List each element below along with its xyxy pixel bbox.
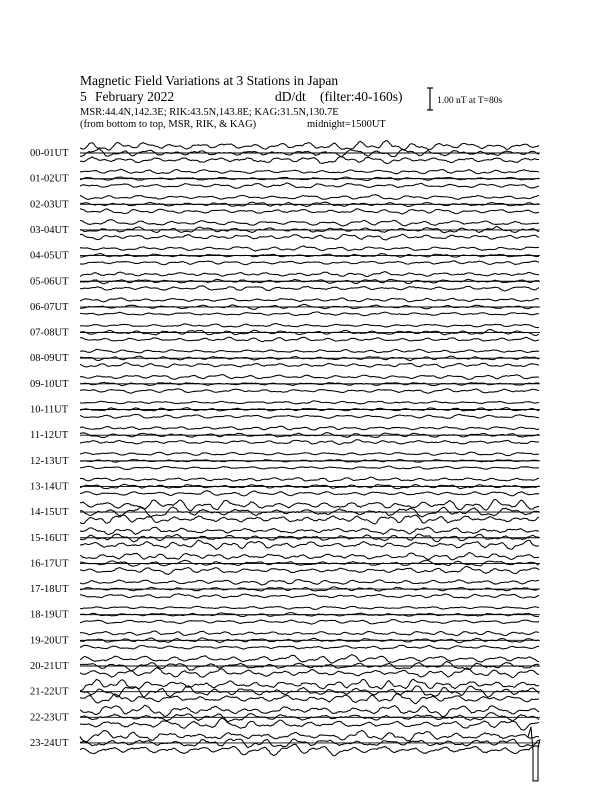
trace-msr bbox=[80, 693, 539, 704]
trace-row-13-14ut bbox=[30, 477, 540, 496]
row-label: 18-19UT bbox=[30, 609, 69, 621]
trace-kag bbox=[80, 298, 539, 302]
row-label: 04-05UT bbox=[30, 250, 69, 262]
trace-kag bbox=[80, 452, 539, 456]
trace-row-03-04ut bbox=[30, 220, 540, 240]
chart-title: Magnetic Field Variations at 3 Stations in Japan bbox=[80, 73, 339, 88]
trace-row-22-23ut bbox=[30, 705, 540, 730]
row-label: 02-03UT bbox=[30, 199, 69, 211]
trace-spike bbox=[528, 727, 540, 781]
trace-msr bbox=[80, 744, 539, 755]
trace-row-06-07ut bbox=[30, 298, 540, 316]
trace-row-23-24ut bbox=[30, 730, 540, 755]
trace-msr bbox=[80, 234, 539, 240]
trace-row-15-16ut bbox=[30, 527, 540, 549]
trace-kag bbox=[80, 631, 539, 636]
trace-kag bbox=[80, 323, 539, 327]
station-order-note: (from bottom to top, MSR, RIK, & KAG) bbox=[80, 119, 257, 130]
row-label: 19-20UT bbox=[30, 635, 69, 647]
row-label: 22-23UT bbox=[30, 712, 69, 724]
trace-row-21-22ut bbox=[30, 679, 540, 704]
trace-kag bbox=[80, 553, 539, 560]
trace-row-05-06ut bbox=[30, 272, 540, 291]
trace-kag bbox=[80, 141, 539, 151]
trace-kag bbox=[80, 246, 539, 251]
trace-row-12-13ut bbox=[30, 452, 540, 469]
trace-kag bbox=[80, 499, 539, 510]
trace-kag bbox=[80, 477, 539, 481]
midnight-note: midnight=1500UT bbox=[307, 119, 386, 130]
row-label: 06-07UT bbox=[30, 301, 69, 313]
trace-kag bbox=[80, 580, 539, 585]
trace-msr bbox=[80, 567, 539, 575]
trace-msr bbox=[80, 540, 539, 549]
row-label: 11-12UT bbox=[30, 430, 69, 442]
trace-row-10-11ut bbox=[30, 401, 540, 419]
row-label: 09-10UT bbox=[30, 378, 69, 390]
trace-msr bbox=[80, 515, 539, 524]
trace-kag bbox=[80, 705, 539, 716]
trace-kag bbox=[80, 195, 539, 200]
trace-kag bbox=[80, 401, 539, 404]
trace-kag bbox=[80, 272, 539, 277]
trace-msr bbox=[80, 312, 539, 316]
date-month-year: February 2022 bbox=[95, 89, 175, 104]
row-label: 13-14UT bbox=[30, 481, 69, 493]
trace-row-07-08ut bbox=[30, 323, 540, 341]
row-label: 17-18UT bbox=[30, 584, 69, 595]
row-label: 12-13UT bbox=[30, 455, 69, 467]
trace-kag bbox=[80, 169, 539, 174]
trace-msr bbox=[80, 491, 539, 496]
filter-label: (filter:40-160s) bbox=[320, 89, 403, 104]
trace-kag bbox=[80, 527, 539, 535]
row-label: 15-16UT bbox=[30, 532, 69, 544]
trace-msr bbox=[80, 337, 539, 342]
trace-kag bbox=[80, 349, 539, 353]
trace-row-00-01ut bbox=[30, 141, 540, 164]
trace-kag bbox=[80, 220, 539, 226]
trace-kag bbox=[80, 375, 539, 380]
trace-row-16-17ut bbox=[30, 553, 540, 575]
row-label: 07-08UT bbox=[30, 327, 69, 339]
trace-kag bbox=[80, 606, 539, 609]
trace-kag bbox=[80, 426, 539, 430]
trace-row-18-19ut bbox=[30, 606, 540, 624]
trace-row-14-15ut bbox=[30, 499, 540, 523]
trace-msr bbox=[80, 645, 539, 649]
trace-row-17-18ut bbox=[30, 580, 540, 598]
stations-coordinates: MSR:44.4N,142.3E; RIK:43.5N,143.8E; KAG:31.5N,130.7E bbox=[80, 107, 339, 118]
row-label: 01-02UT bbox=[30, 173, 69, 185]
trace-msr bbox=[80, 466, 539, 469]
component-label: dD/dt bbox=[275, 89, 306, 104]
trace-msr bbox=[80, 183, 539, 189]
row-label: 03-04UT bbox=[30, 224, 69, 236]
date-day: 5 bbox=[80, 89, 87, 104]
trace-msr bbox=[80, 620, 539, 625]
row-label: 08-09UT bbox=[30, 353, 69, 365]
row-label: 21-22UT bbox=[30, 686, 69, 698]
trace-msr bbox=[80, 261, 539, 265]
trace-msr bbox=[80, 414, 539, 418]
trace-msr bbox=[80, 286, 539, 291]
trace-row-04-05ut bbox=[30, 246, 540, 265]
trace-msr bbox=[80, 594, 539, 598]
trace-row-20-21ut bbox=[30, 655, 540, 678]
trace-msr bbox=[80, 440, 539, 445]
row-label: 16-17UT bbox=[30, 558, 69, 570]
row-label: 05-06UT bbox=[30, 276, 69, 288]
trace-row-08-09ut bbox=[30, 349, 540, 368]
trace-row-01-02ut bbox=[30, 169, 540, 188]
trace-row-19-20ut bbox=[30, 631, 540, 649]
trace-rows bbox=[30, 141, 540, 781]
row-label: 23-24UT bbox=[30, 737, 69, 749]
trace-rik bbox=[80, 356, 539, 361]
trace-msr bbox=[80, 157, 539, 164]
trace-row-11-12ut bbox=[30, 426, 540, 444]
trace-rik bbox=[80, 177, 539, 181]
trace-kag bbox=[80, 655, 539, 664]
trace-row-09-10ut bbox=[30, 375, 540, 394]
trace-kag bbox=[80, 679, 539, 691]
row-label: 20-21UT bbox=[30, 661, 69, 672]
trace-msr bbox=[80, 363, 539, 368]
trace-msr bbox=[80, 209, 539, 215]
row-label: 14-15UT bbox=[30, 507, 69, 519]
trace-row-02-03ut bbox=[30, 195, 540, 215]
row-label: 10-11UT bbox=[30, 404, 69, 416]
scale-bar-label: 1.00 nT at T=80s bbox=[437, 96, 503, 106]
trace-msr bbox=[80, 668, 539, 678]
scale-bar bbox=[427, 88, 502, 110]
trace-msr bbox=[80, 389, 539, 394]
row-label: 00-01UT bbox=[30, 148, 69, 159]
